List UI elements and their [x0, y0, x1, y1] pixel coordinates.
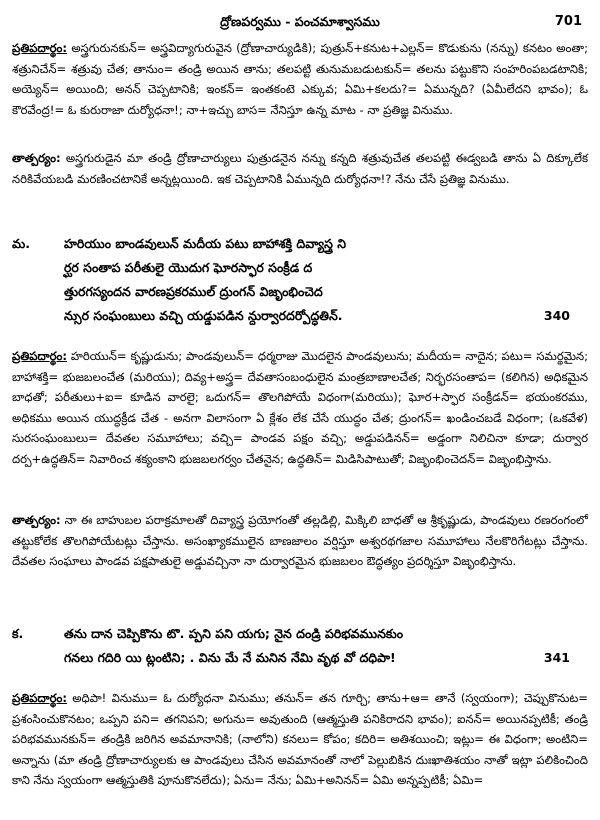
meaning-text: నా ఈ బాహుబల పరాక్రమాలతో దివ్యాస్త్ర ప్రయోగంతో తల్లడిల్లి, మిక్కిలి బాధతో ఆ శ్రీకృష్ణుడు, పాండవులు రణరంగంలో తట్టుకోలేక తొలగిపోయేటట్లు చేస్తాను. అసంఖ్యాకములైన బాణజాలం వర్షిస్తూ అశ్వరథగజాల సమూహాలు నేలకొరిగేటట్లు చేస్తాను. దేవతల సంఘాలు పాండవ పక్షపాతులై అడ్డువచ్చినా నా దుర్వారమైన భుజబలం ఔద్ధత్యం ప్రదర్శిస్తూ విజృంభిస్తాను. [12, 513, 588, 568]
tatparyam-label: తాత్పర్యం: [12, 151, 61, 165]
meaning-text: అస్త్రగురుడైన మా తండ్రి ద్రోణాచార్యులు పుత్రుడనైన నన్ను కన్నది శత్రువుచేత తలపట్టి ఈడ్వబడి తాను ఏ దిక్కూలేక నరికివేయబడి మరణించటానికే అన్నట్లయింది. ఇక చెప్పటానికి ఏమున్నది దుర్యోధనా!? నేను చేసే ప్రతిజ్ఞ వినుము. [12, 151, 588, 186]
tatparyam-label: తాత్పర్యం: [12, 513, 61, 527]
verse-meter: మ. [12, 236, 30, 251]
word-meaning-text: అధిపా! వినుము= ఓ దుర్యోధనా వినుము; తనున్= తన గూర్చి; తాను+ఆ= తానే (స్వయంగా); చెప్పుకొనుట= ప్రశంసించుకొనటం; ఒప్పని పని= తగనిపని; అగును= అవుతుంది (ఆత్మస్తుతి పనికిరాదని భావం); ఐనన్= అయినప్పటికీ; తండ్రి పరిభవమునకున్= తండ్రికి జరిగిన అవమానానికి; (నాలోని) కనలు= కోపం; కదిరి= అతిశయించి; ఇట్లు= ఈ విధంగా; అంటిని= అన్నాను (మా తండ్రి ద్రోణాచార్యులకు ఆ పాండవులు చేసిన అవమానంతో నాలో పెల్లుబికిన దుఃఖాతిశయం నాతో ఇట్లా పలికించింది కాని నేను స్వయంగా ఆత్మస్తుతికి పూనుకొనలేదు); ఏను= నేను; ఏమి+అనినన్= ఏమి అన్నప్పటికీ; ఏమి= [12, 691, 588, 787]
word-meaning-block-3 [12, 688, 588, 791]
meaning-block-2 [12, 510, 588, 572]
meaning-block-1 [12, 148, 588, 189]
pratipadartham-label: ప్రతిపదార్థం: [12, 41, 67, 55]
verse-number: 340 [543, 308, 570, 323]
verse-line: త్తురగస్యందన వారణప్రకరముల్ ద్రుంగన్ విజృంభించెద [64, 284, 323, 299]
verse-number: 341 [543, 650, 570, 665]
word-meaning-text: హరియున్= కృష్ణుడును; పాండవులున్= ధర్మరాజు మొదలైన పాండవులును; మదీయ= నాదైన; పటు= సమర్థమైన; బాహాశక్తి= భుజబలంచేత (మరియు); దివ్య+అస్త్ర= దేవతాసంబంధులైన మంత్రబాణాలచేత; నిర్భరసంతాప= (కలిగిన) అధికమైన బాధతో; పరీతులు+ఐ= కూడిన వారలై; ఒదుగన్= తొలగిపోయే విధంగా(మరియు); ఘోర+స్ఫార సంక్రీడన్= భయంకరము, అధికము అయిన యుద్ధక్రీడ చేత - అనగా విలాసంగా ఏ క్లేశం లేక చేసే యుద్ధం చేత; ద్రుంగన్= ఖండించబడే విధంగా; (ఒకవేళ) సురసంఘంబులు= దేవతల సమూహాలు; వచ్చి= పాండవ పక్షం వచ్చి; అడ్డుపడినన్= అడ్డంగా నిలిచినా కూడా; దుర్వార దర్ప+ఉద్ధతిన్= నివారించ శక్యంకాని భుజబలగర్వం చేతనైన; ఉద్ధతిన్= మిడిసిపాటుతో; విజృంభించెదన్= విజృంభిస్తాను. [12, 349, 588, 466]
page-header [0, 14, 600, 34]
word-meaning-block-1 [12, 38, 588, 120]
verse-line: క. తను దాన చెప్పికొను టొ. ప్పని పని యగు; నైన దండ్రి పరిభవమునకుం [12, 622, 588, 646]
verse-line: న్సుర సంఘంబులు వచ్చి యడ్డుపడిన న్దుర్వారదర్పోద్ధతిన్. 340 [12, 304, 588, 328]
word-meaning-text: అస్త్రగురునకున్= అస్త్రవిద్యాగురువైన (ద్రోణాచార్యుడికి); పుత్రున్+కనుట+ఎల్లన్= కొడుకును (నన్ను) కనటం అంతా; శత్రునిచేన్= శత్రువు చేత; తానుం= తండ్రి అయిన తాను; తలపట్టి తునుమబడుటకున్= తలను పట్టుకొని సంహరింపబడటానికి; అయ్యెన్= అయింది; అనన్ చెప్పటానికి; ఇంకన్= ఇంతకంటె ఎక్కువ; ఏమి+కలదు?= ఏమున్నది? (ఏమీలేదని భావం); ఓ కౌరవేంద్ర!= ఓ కురురాజా దుర్యోధనా!; నా+ఇచ్చు బాస= నేనిస్తూ ఉన్న మాట - నా ప్రతిజ్ఞ వినుము. [12, 41, 588, 117]
verse-line: ర్ఘర సంతాప పరీతులై యొదుగ ఘోరస్ఫార సంక్రీడ ద [64, 260, 313, 275]
verse-line: మ. హరియుం బాండవులున్ మదీయ పటు బాహాశక్తి దివ్యాస్త్ర ని [12, 232, 588, 256]
pratipadartham-label: ప్రతిపదార్థం: [12, 691, 67, 705]
verse-340 [12, 232, 588, 328]
word-meaning-block-2 [12, 346, 588, 469]
verse-line: గనలు గదిరి యి ట్లంటిని; . విను మే నే మనిన నేమి వృథ వో దధిపా! 341 [12, 646, 588, 670]
verse-meter: క. [12, 626, 24, 641]
page-number: 701 [554, 14, 582, 29]
running-title: ద్రోణపర్వము - పంచమాశ్వాసము [220, 14, 380, 29]
pratipadartham-label: ప్రతిపదార్థం: [12, 349, 67, 363]
verse-341 [12, 622, 588, 670]
